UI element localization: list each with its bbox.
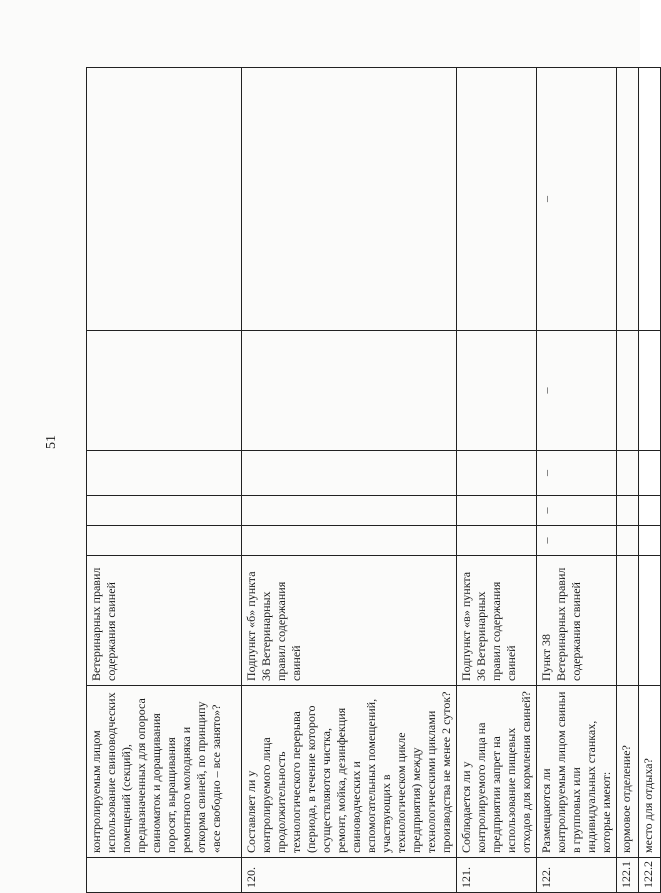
checklist-table-rotated [86, 68, 655, 893]
answer-no-cell [87, 496, 242, 526]
row-number [87, 858, 242, 893]
note-cell [87, 68, 242, 331]
note-cell [242, 68, 457, 331]
legal-reference: Подпункт «в» пункта 36 Ветеринарных правил содержания свиней [457, 556, 537, 686]
note-cell [457, 68, 537, 331]
checklist-table [86, 67, 661, 893]
answer-cell [617, 331, 639, 451]
legal-reference [617, 556, 639, 686]
table-row [617, 68, 639, 893]
table-row [537, 68, 617, 893]
table-row [242, 68, 457, 893]
answer-no-cell [617, 496, 639, 526]
answer-not-applicable-cell [617, 451, 639, 496]
note-cell: – [537, 68, 617, 331]
legal-reference: Подпункт «б» пункта 36 Ветеринарных правил содержания свиней [242, 556, 457, 686]
question-text: Соблюдается ли у контролируемого лица на предприятии запрет на использование пищевых отходов для кормления свиней? [457, 686, 537, 858]
answer-no-cell [242, 496, 457, 526]
row-number: 122. [537, 858, 617, 893]
note-cell [639, 68, 661, 331]
row-number: 122.1 [617, 858, 639, 893]
question-text: Составляет ли у контролируемого лица продолжительность технологического перерыва (периода, в течение которого осуществляются чистка, ремонт, мойка, дезинфекция свиноводческих и вспомогательных помещений, участвующих в технологическом цикле предприятия) между технологическими циклами производства не менее 2 суток? [242, 686, 457, 858]
table-row [639, 68, 661, 893]
answer-not-applicable-cell [87, 451, 242, 496]
table-row [457, 68, 537, 893]
answer-not-applicable-cell: – [537, 451, 617, 496]
answer-no-cell [457, 496, 537, 526]
answer-cell [87, 331, 242, 451]
answer-no-cell [639, 496, 661, 526]
row-number: 121. [457, 858, 537, 893]
answer-cell: – [537, 331, 617, 451]
question-text: кормовое отделение? [617, 686, 639, 858]
answer-cell [242, 331, 457, 451]
legal-reference: Пункт 38 Ветеринарных правил содержания свиней [537, 556, 617, 686]
page-number: 51 [44, 435, 59, 449]
answer-yes-cell [242, 526, 457, 556]
note-cell [617, 68, 639, 331]
answer-not-applicable-cell [242, 451, 457, 496]
answer-not-applicable-cell [457, 451, 537, 496]
answer-cell [639, 331, 661, 451]
answer-not-applicable-cell [639, 451, 661, 496]
table-row [87, 68, 242, 893]
answer-yes-cell [457, 526, 537, 556]
answer-cell [457, 331, 537, 451]
legal-reference: Ветеринарных правил содержания свиней [87, 556, 242, 686]
question-text: место для отдыха? [639, 686, 661, 858]
answer-yes-cell [617, 526, 639, 556]
row-number: 122.2 [639, 858, 661, 893]
row-number: 120. [242, 858, 457, 893]
answer-yes-cell: – [537, 526, 617, 556]
answer-no-cell: – [537, 496, 617, 526]
question-text: Размещаются ли контролируемым лицом свиньи в групповых или индивидуальных станках, которые имеют: [537, 686, 617, 858]
question-text: контролируемым лицом использование свиноводческих помещений (секций), предназначенных для опороса свиноматок и доращивания поросят, выращивания ремонтного молодняка и откорма свиней, по принципу «все свободно – все занято»? [87, 686, 242, 858]
answer-yes-cell [639, 526, 661, 556]
answer-yes-cell [87, 526, 242, 556]
legal-reference [639, 556, 661, 686]
